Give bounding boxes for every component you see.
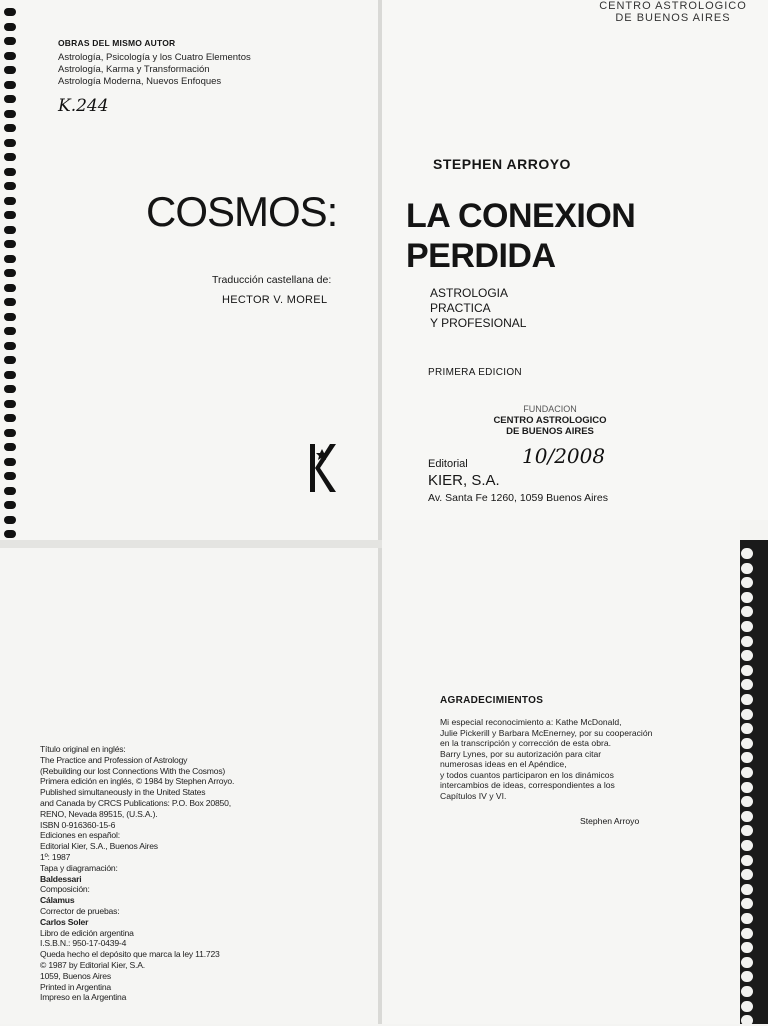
obras-item: Astrología, Karma y Transformación [58, 64, 210, 75]
colophon-line: 1º: 1987 [40, 851, 71, 862]
punched-hole [741, 665, 753, 676]
punched-hole [741, 855, 753, 866]
spiral-ring [4, 182, 16, 190]
spiral-ring [4, 153, 16, 161]
spiral-ring [4, 487, 16, 495]
author-name: STEPHEN ARROYO [433, 156, 571, 172]
colophon-line: Baldessari [40, 873, 82, 884]
colophon-line: Printed in Argentina [40, 981, 112, 992]
title-right [406, 196, 635, 276]
subtitle [430, 286, 526, 331]
spiral-ring [4, 342, 16, 350]
spiral-ring [4, 23, 16, 31]
colophon-line: Corrector de pruebas: [40, 905, 120, 916]
title-left: COSMOS: [146, 188, 338, 235]
stamp-top-line2: DE BUENOS AIRES [615, 12, 731, 24]
agradecimientos-line: intercambios de ideas, correspondientes a los [440, 780, 615, 790]
handwritten-date: 10/2008 [522, 444, 606, 468]
colophon-line: Editorial Kier, S.A., Buenos Aires [40, 841, 158, 852]
punched-hole [741, 650, 753, 661]
colophon-line: Composición: [40, 884, 90, 895]
punched-hole [741, 840, 753, 851]
subtitle-line1: ASTROLOGIA [430, 286, 509, 300]
spiral-ring [4, 400, 16, 408]
spiral-ring [4, 226, 16, 234]
obras-item: Astrología, Psicología y los Cuatro Elementos [58, 52, 251, 63]
agradecimientos-line: Capítulos IV y VI. [440, 790, 507, 801]
agradecimientos-line: Barry Lynes, por su autorización para citar [440, 748, 602, 759]
subtitle-line2: PRACTICA [430, 301, 491, 315]
punched-hole [741, 942, 753, 953]
agradecimientos-line: Julie Pickerill y Barbara McEnerney, por su cooperación [440, 727, 653, 738]
colophon-line: Ediciones en español: [40, 830, 120, 841]
spiral-ring [4, 66, 16, 74]
punched-hole [741, 986, 753, 997]
punched-hole [741, 913, 753, 924]
handwritten-code: K.244 [58, 96, 109, 116]
spiral-ring [4, 356, 16, 364]
colophon-line: © 1987 by Editorial Kier, S.A. [40, 959, 145, 970]
punched-hole [741, 621, 753, 632]
spiral-ring [4, 211, 16, 219]
punched-hole [741, 1015, 753, 1026]
colophon-line: Cálamus [40, 895, 75, 906]
spiral-ring [4, 313, 16, 321]
punched-hole [741, 928, 753, 939]
spiral-ring [4, 81, 16, 89]
colophon-line: The Practice and Profession of Astrology [40, 754, 188, 765]
punched-hole [741, 709, 753, 720]
agradecimientos-line: numerosas ideas en el Apéndice, [440, 759, 567, 769]
translation-label: Traducción castellana de: [212, 274, 332, 286]
stamp-top-line1: CENTRO ASTROLOGICO [599, 0, 747, 12]
punched-hole [741, 884, 753, 895]
publisher-address: Av. Santa Fe 1260, 1059 Buenos Aires [428, 492, 608, 504]
punched-hole [741, 767, 753, 778]
title-right-line1: LA CONEXION [406, 197, 636, 235]
colophon-line: Impreso en la Argentina [40, 992, 127, 1003]
spiral-ring [4, 255, 16, 263]
colophon-line: Libro de edición argentina [40, 927, 134, 938]
punched-hole [741, 869, 753, 880]
obras-block [58, 38, 358, 88]
colophon-line: Título original en inglés: [40, 744, 126, 754]
spiral-ring [4, 298, 16, 306]
spiral-ring [4, 327, 16, 335]
spiral-binding-left [0, 0, 22, 548]
punched-hole [741, 738, 753, 749]
obras-heading: OBRAS DEL MISMO AUTOR [58, 38, 176, 48]
stamp-mid-line1: CENTRO ASTROLOGICO [493, 415, 607, 426]
punched-hole [741, 723, 753, 734]
spiral-ring [4, 530, 16, 538]
colophon-line: Carlos Soler [40, 916, 89, 927]
punched-hole [741, 1001, 753, 1012]
agradecimientos-signature: Stephen Arroyo [580, 816, 640, 826]
punched-hole [741, 811, 753, 822]
punched-hole [741, 636, 753, 647]
agradecimientos-heading: AGRADECIMIENTOS [440, 695, 544, 706]
spiral-ring [4, 8, 16, 16]
punched-hole [741, 796, 753, 807]
stamp-top [598, 0, 748, 24]
obras-item: Astrología Moderna, Nuevos Enfoques [58, 76, 222, 87]
spiral-ring [4, 414, 16, 422]
agradecimientos-text [440, 717, 720, 801]
punched-hole [741, 592, 753, 603]
colophon [40, 744, 340, 1003]
colophon-line: and Canada by CRCS Publications: P.O. Box 20850, [40, 797, 231, 808]
translator-name: HECTOR V. MOREL [222, 294, 328, 306]
spiral-ring [4, 371, 16, 379]
punched-hole [741, 782, 753, 793]
colophon-line: Queda hecho el depósito que marca la ley 11.723 [40, 949, 220, 960]
stamp-mid-line2: DE BUENOS AIRES [506, 426, 594, 437]
stamp-mid-line0: FUNDACION [523, 404, 577, 414]
spiral-ring [4, 472, 16, 480]
colophon-line: ISBN 0-916360-15-6 [40, 819, 116, 830]
spiral-ring [4, 124, 16, 132]
publisher-name: KIER, S.A. [428, 472, 500, 489]
publisher-label: Editorial [428, 458, 468, 470]
spiral-ring [4, 168, 16, 176]
spiral-ring [4, 501, 16, 509]
punched-hole [741, 577, 753, 588]
punched-hole [741, 957, 753, 968]
spiral-ring [4, 385, 16, 393]
colophon-line: I.S.B.N.: 950-17-0439-4 [40, 938, 127, 949]
punched-hole [741, 694, 753, 705]
publisher-logo-icon [300, 440, 340, 496]
agradecimientos-line: y todos cuantos participaron en los dinámicos [440, 769, 614, 780]
punched-hole [741, 548, 753, 559]
agradecimientos-line: en la transcripción y corrección de esta obra. [440, 738, 612, 748]
colophon-line: Primera edición en inglés, © 1984 by Stephen Arroyo. [40, 776, 235, 787]
spiral-ring [4, 429, 16, 437]
spiral-ring [4, 284, 16, 292]
spiral-ring [4, 443, 16, 451]
spiral-ring [4, 139, 16, 147]
colophon-line: 1059, Buenos Aires [40, 970, 111, 981]
publisher-logo [300, 440, 340, 496]
colophon-line: Tapa y diagramación: [40, 862, 118, 873]
subtitle-line3: Y PROFESIONAL [430, 316, 527, 330]
spiral-ring [4, 516, 16, 524]
colophon-line: Published simultaneously in the United States [40, 787, 206, 798]
spiral-ring [4, 269, 16, 277]
colophon-line: RENO, Nevada 89515, (U.S.A.). [40, 808, 158, 819]
spiral-ring [4, 110, 16, 118]
spiral-ring [4, 458, 16, 466]
agradecimientos-line: Mi especial reconocimiento a: Kathe McDonald, [440, 717, 622, 727]
stamp-mid [480, 404, 620, 437]
spiral-ring [4, 52, 16, 60]
punched-hole [741, 563, 753, 574]
page-fold-horizontal [0, 540, 382, 548]
spiral-ring [4, 240, 16, 248]
obras-list [58, 52, 358, 88]
colophon-line: (Rebuilding our lost Connections With the Cosmos) [40, 765, 226, 776]
edition-label: PRIMERA EDICION [428, 367, 522, 378]
spiral-ring [4, 95, 16, 103]
title-right-line2: PERDIDA [406, 237, 556, 275]
spiral-ring [4, 37, 16, 45]
page-fold-vertical [378, 0, 382, 1024]
spiral-ring [4, 197, 16, 205]
